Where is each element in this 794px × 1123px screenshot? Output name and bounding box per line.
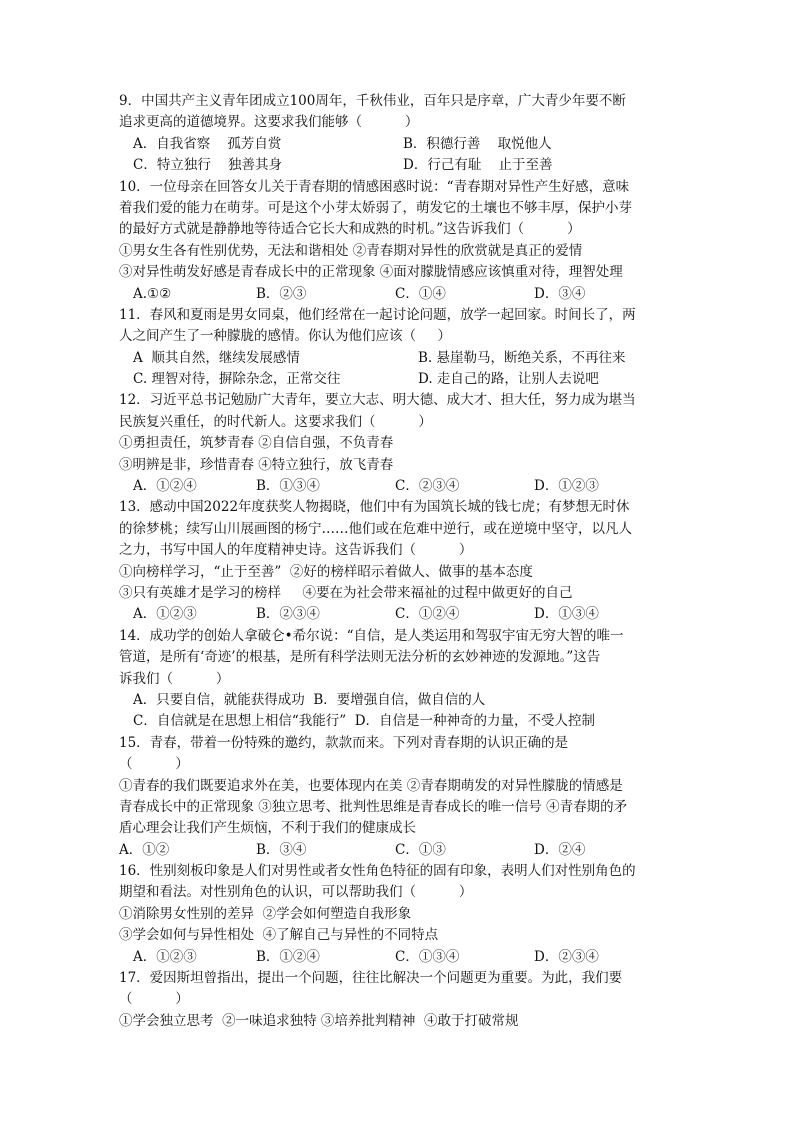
question-9	[119, 91, 679, 177]
question-11-options-row-1	[119, 348, 679, 369]
question-16-option-c[interactable]: C．①③④	[395, 948, 460, 965]
question-15-stem-line-2: （ ）	[119, 756, 189, 773]
question-10-stem-line-3: 的最好方式就是静静地等待适合它长大和成熟的时机。”这告诉我们（ ）	[119, 221, 581, 238]
question-11	[119, 305, 679, 391]
question-11-option-c[interactable]: C. 理智对待，摒除杂念，正常交往	[133, 371, 341, 388]
question-14-stem-line-3: 诉我们（ ）	[119, 670, 230, 687]
question-11-stem-line-2: 人之间产生了一种朦胧的感情。你认为他们应该（ ）	[119, 328, 451, 345]
question-9-option-c[interactable]: C．特立独行 独善其身	[133, 157, 282, 174]
question-9-option-d[interactable]: D．行己有耻 止于至善	[403, 157, 553, 174]
question-16-option-d[interactable]: D．②③④	[534, 948, 599, 965]
question-15-item-line-2: 青春成长中的正常现象 ③独立思考、批判性思维是青春成长的唯一信号 ④青春期的矛	[119, 798, 628, 815]
question-14-options-row-1[interactable]: A．只要自信，就能获得成功 B．要增强自信，做自信的人	[133, 691, 486, 708]
question-10-option-c[interactable]: C．①④	[395, 285, 446, 302]
question-13-option-b[interactable]: B．②③④	[256, 606, 320, 623]
question-15	[119, 733, 679, 861]
question-12-option-a[interactable]: A．①②④	[133, 478, 197, 495]
question-11-option-a[interactable]: A 顺其自然，继续发展感情	[133, 349, 300, 366]
question-13-item-line-1: ①向榜样学习，“止于至善” ②好的榜样昭示着做人、做事的基本态度	[119, 563, 533, 580]
question-16-options	[119, 947, 679, 968]
question-10-options	[119, 284, 679, 305]
question-10-option-d[interactable]: D．③④	[534, 285, 586, 302]
question-15-option-d[interactable]: D．②④	[534, 841, 586, 858]
question-15-item-line-3: 盾心理会让我们产生烦恼，不利于我们的健康成长	[119, 820, 416, 837]
question-17-item-line-1: ①学会独立思考 ②一味追求独特 ③培养批判精神 ④敢于打破常规	[119, 1012, 519, 1029]
question-15-option-a[interactable]: A．①②	[119, 841, 170, 858]
question-10-stem-line-2: 着我们爱的能力在萌芽。可是这个小芽太娇弱了，萌发它的土壤也不够丰厚，保护小芽	[119, 199, 632, 216]
question-15-option-c[interactable]: C．①③	[395, 841, 446, 858]
question-12-item-line-1: ①勇担责任，筑梦青春 ②自信自强，不负青春	[119, 435, 394, 452]
question-12-option-d[interactable]: D．①②③	[534, 478, 599, 495]
question-10	[119, 177, 679, 305]
question-16-option-a[interactable]: A．①②③	[133, 948, 197, 965]
question-14	[119, 626, 679, 733]
question-13-option-c[interactable]: C．①②④	[395, 606, 460, 623]
question-12-options	[119, 476, 679, 497]
question-14-options-row-2[interactable]: C．自信就是在思想上相信“我能行” D．自信是一种神奇的力量，不受人控制	[133, 713, 596, 730]
question-13-item-line-2: ③只有英雄才是学习的榜样 ④要在为社会带来福祉的过程中做更好的自己	[119, 584, 573, 601]
question-17	[119, 968, 679, 1032]
question-9-option-b[interactable]: B．积德行善 取悦他人	[403, 135, 552, 152]
question-10-item-line-2: ③对异性萌发好感是青春成长中的正常现象 ④面对朦胧情感应该慎重对待，理智处理	[119, 264, 623, 281]
question-12-item-line-2: ③明辨是非，珍惜青春 ④特立独行，放飞青春	[119, 456, 394, 473]
question-9-options-row-2	[119, 155, 679, 176]
question-9-stem-line-1: 9．中国共产主义青年团成立100周年，千秋伟业，百年只是序章，广大青少年要不断	[119, 93, 626, 109]
question-15-item-line-1: ①青春的我们既要追求外在美，也要体现内在美 ②青春期萌发的对异性朦胧的情感是	[119, 777, 623, 794]
question-13-stem-line-2: 的徐梦桃；续写山川展画图的杨宁……他们或在危难中逆行，或在逆境中坚守，以凡人	[119, 520, 632, 537]
question-16-item-line-1: ①消除男女性别的差异 ②学会如何塑造自我形象	[119, 905, 412, 922]
question-15-options	[119, 840, 679, 861]
question-13-options	[119, 604, 679, 625]
question-11-option-b[interactable]: B. 悬崖勒马，断绝关系，不再往来	[418, 349, 626, 366]
question-11-option-d[interactable]: D. 走自己的路，让别人去说吧	[418, 371, 599, 388]
question-16-stem-line-1: 16．性别刻板印象是人们对男性或者女性角色特征的固有印象，表明人们对性别角色的	[119, 863, 636, 880]
question-9-option-a[interactable]: A．自我省察 孤芳自赏	[133, 135, 282, 152]
question-10-item-line-1: ①男女生各有性别优势，无法和谐相处 ②青春期对异性的欣赏就是真正的爱情	[119, 242, 583, 259]
question-13-stem-line-1: 13．感动中国2022年度获奖人物揭晓，他们中有为国筑长城的钱七虎；有梦想无时休	[119, 499, 630, 516]
exam-page	[119, 91, 679, 1032]
question-12-stem-line-2: 民族复兴重任，的时代新人。这要求我们（ ）	[119, 413, 432, 430]
question-12-option-b[interactable]: B．①③④	[256, 478, 320, 495]
question-12	[119, 390, 679, 497]
question-15-option-b[interactable]: B．③④	[256, 841, 307, 858]
question-9-options-row-1	[119, 134, 679, 155]
question-13-option-d[interactable]: D．①③④	[534, 606, 599, 623]
question-11-stem-line-1: 11．春风和夏雨是男女同桌，他们经常在一起讨论问题，放学一起回家。时间长了，两	[119, 306, 636, 323]
question-13-stem-line-3: 之力，书写中国人的年度精神史诗。这告诉我们（ ）	[119, 542, 473, 559]
question-12-option-c[interactable]: C．②③④	[395, 478, 460, 495]
question-9-stem-line-2: 追求更高的道德境界。这要求我们能够（ ）	[119, 114, 419, 131]
question-10-option-a[interactable]: A.①②	[133, 285, 172, 302]
question-16-option-b[interactable]: B．①②④	[256, 948, 320, 965]
question-13	[119, 497, 679, 625]
question-12-stem-line-1: 12．习近平总书记勉励广大青年，要立大志、明大德、成大才、担大任，努力成为堪当	[119, 392, 636, 409]
question-17-stem-line-2: （ ）	[119, 991, 189, 1008]
question-16-stem-line-2: 期望和看法。对性别角色的认识，可以帮助我们（ ）	[119, 884, 473, 901]
question-10-option-b[interactable]: B．②③	[256, 285, 307, 302]
question-14-stem-line-2: 管道，是所有‘奇迹’的根基，是所有科学法则无法分析的玄妙神迹的发源地。”这告	[119, 649, 601, 666]
question-16	[119, 861, 679, 968]
question-15-stem-line-1: 15．青春，带着一份特殊的邀约，款款而来。下列对青春期的认识正确的是	[119, 734, 569, 751]
question-17-stem-line-1: 17．爱因斯坦曾指出，提出一个问题，往往比解决一个问题更为重要。为此，我们要	[119, 970, 623, 987]
question-11-options-row-2	[119, 369, 679, 390]
question-13-option-a[interactable]: A．①②③	[133, 606, 197, 623]
question-14-stem-line-1: 14．成功学的创始人拿破仑•希尔说：“自信，是人类运用和驾驭宇宙无穷大智的唯一	[119, 627, 624, 644]
question-16-item-line-2: ③学会如何与异性相处 ④了解自己与异性的不同特点	[119, 927, 439, 944]
question-10-stem-line-1: 10．一位母亲在回答女儿关于青春期的情感困惑时说：“青春期对异性产生好感，意味	[119, 178, 630, 195]
